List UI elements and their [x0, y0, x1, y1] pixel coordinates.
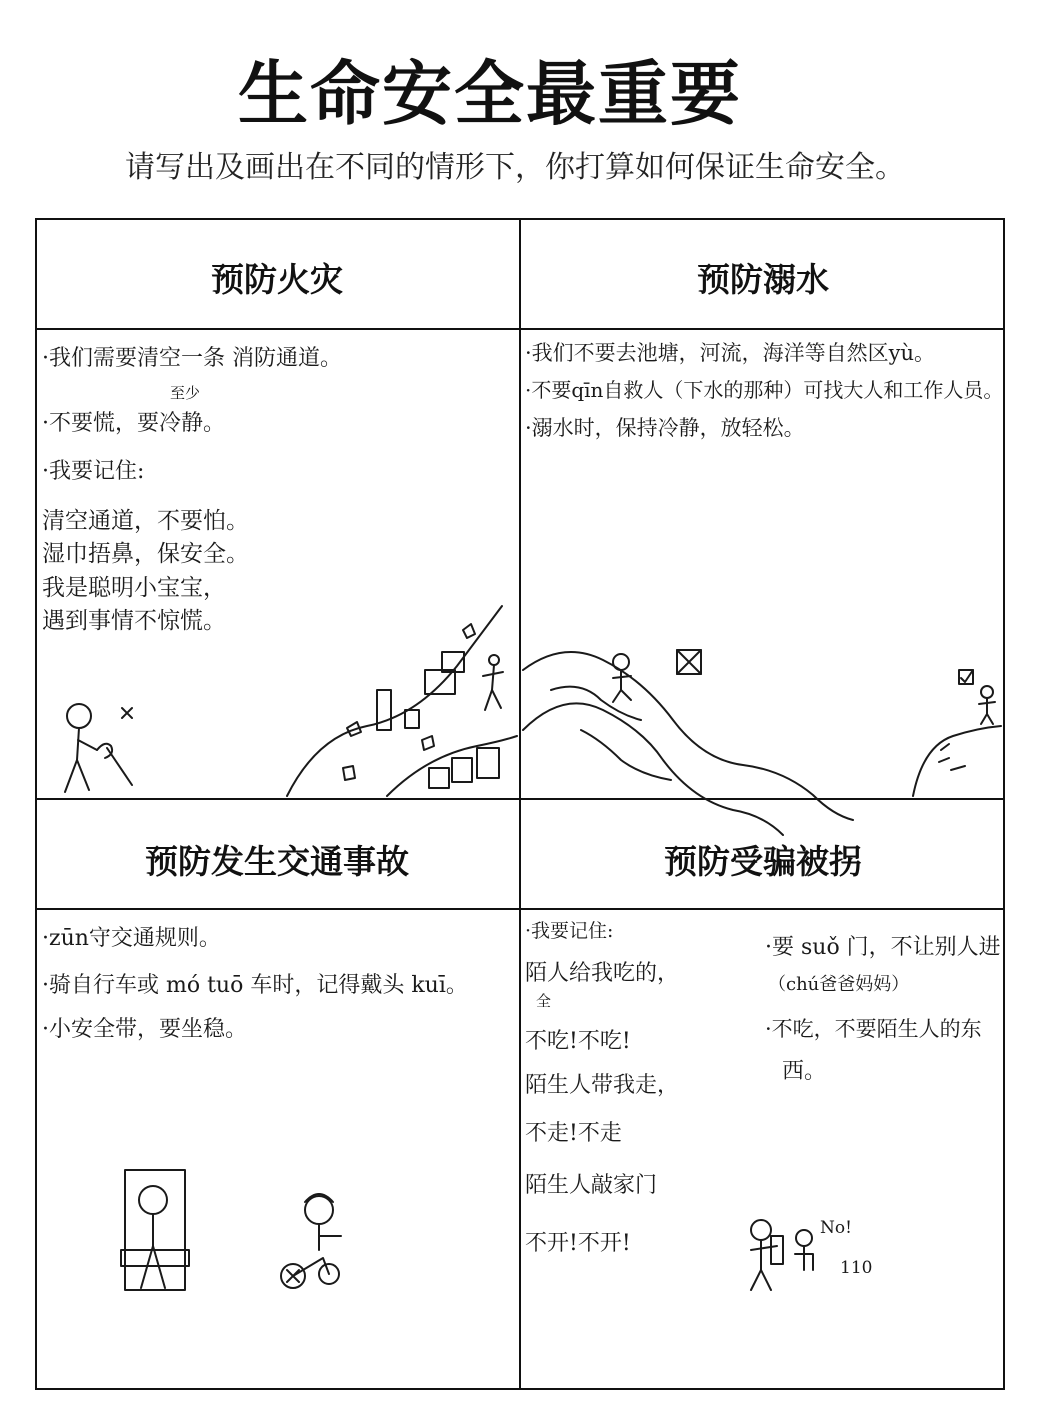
abduction-left-line-1: ·我要记住: [525, 920, 614, 942]
traffic-heading: 预防发生交通事故 [145, 842, 409, 881]
abduction-callout-phone: 110 [840, 1258, 873, 1278]
page-subtitle: 请写出及画出在不同的情形下，你打算如何保证生命安全。 [125, 150, 905, 185]
abduction-right-line-2: （chú爸爸妈妈） [768, 974, 910, 995]
traffic-line-2: ·骑自行车或 mó tuō 车时，记得戴头 kuī。 [42, 973, 468, 998]
fire-line-2: ·不要慌，要冷静。 [42, 411, 225, 436]
traffic-drawing [37, 910, 517, 1388]
traffic-line-3: ·小安全带，要坐稳。 [42, 1017, 247, 1042]
abduction-left-note: 全 [536, 992, 552, 1010]
water-line-2: ·不要qīn自救人（下水的那种）可找大人和工作人员。 [525, 378, 1004, 402]
abduction-left-line-2: 陌人给我吃的， [525, 961, 680, 986]
abduction-left-line-7: 不开!不开! [525, 1231, 631, 1256]
fire-line-3: ·我要记住: [42, 459, 145, 484]
fire-poem-line-4: 遇到事情不惊慌。 [42, 608, 226, 635]
water-line-3: ·溺水时，保持冷静，放轻松。 [525, 416, 805, 440]
fire-poem-line-2: 湿巾捂鼻，保安全。 [42, 541, 249, 568]
fire-drawing [37, 330, 517, 796]
fire-annotation: 至少 [170, 384, 201, 402]
fire-poem-line-3: 我是聪明小宝宝， [42, 574, 226, 601]
abduction-left-line-3: 不吃!不吃! [525, 1029, 631, 1054]
abduction-right-line-3: ·不吃，不要陌生人的东 [765, 1017, 982, 1041]
traffic-line-1: ·zūn守交通规则。 [42, 926, 221, 951]
water-line-1: ·我们不要去池塘，河流，海洋等自然区yù。 [525, 341, 936, 365]
abduction-heading: 预防受骗被拐 [664, 842, 862, 881]
abduction-right-line-4: 西。 [782, 1059, 827, 1084]
page-title: 生命安全最重要 [238, 53, 742, 135]
abduction-callout-no: No! [820, 1218, 852, 1238]
abduction-right-line-1: ·要 suǒ 门，不让别人进 [765, 935, 1001, 960]
fire-line-1: ·我们需要清空一条 消防通道。 [42, 346, 342, 371]
abduction-left-line-6: 陌生人敲家门 [525, 1173, 658, 1198]
abduction-drawing [521, 910, 1003, 1388]
grid-divider-middle [35, 798, 1005, 800]
water-drawing [521, 330, 1003, 796]
fire-poem-line-1: 清空通道，不要怕。 [42, 508, 249, 534]
abduction-left-line-5: 不走!不走 [525, 1121, 622, 1146]
fire-heading: 预防火灾 [211, 260, 343, 299]
abduction-left-line-4: 陌生人带我走， [525, 1073, 680, 1098]
water-heading: 预防溺水 [697, 260, 829, 299]
